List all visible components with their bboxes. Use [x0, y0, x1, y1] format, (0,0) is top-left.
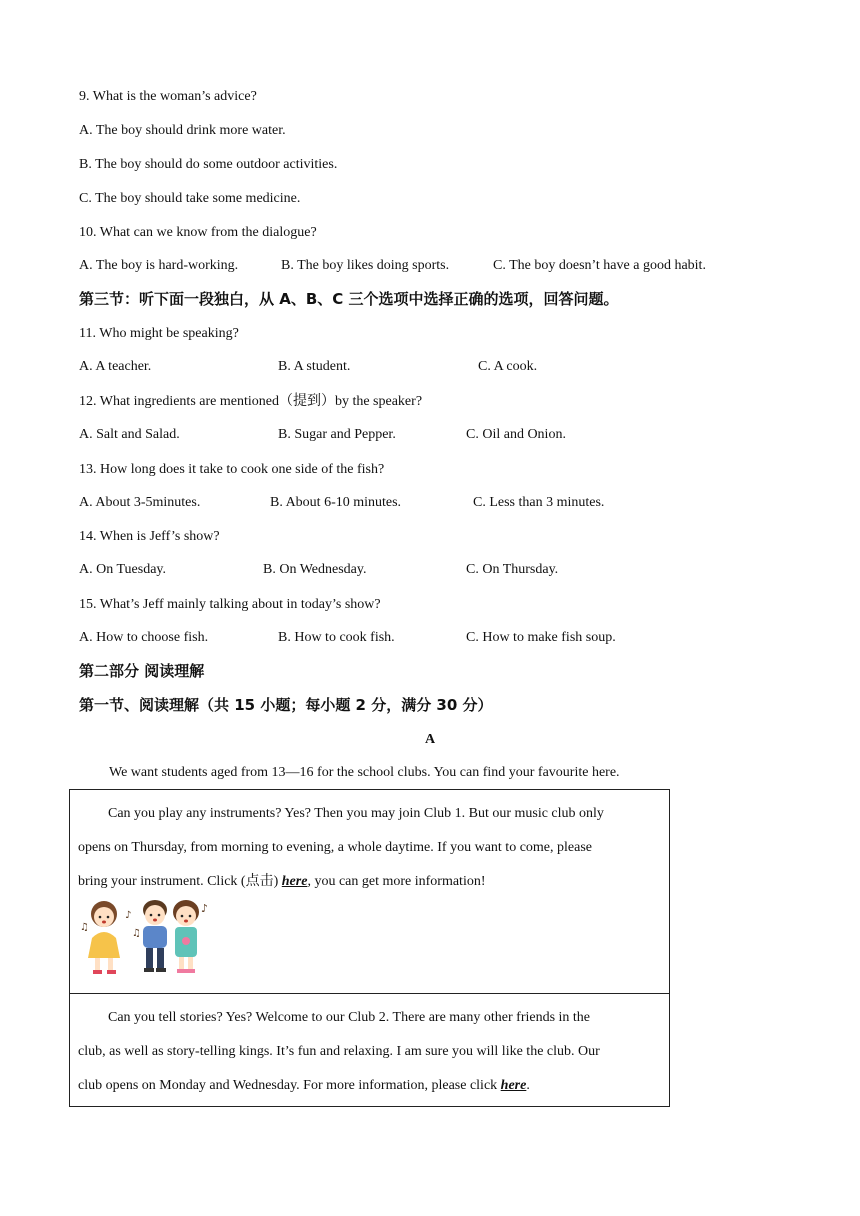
club1-line2: opens on Thursday, from morning to evening, a whole daytime. If you want to come, please: [78, 840, 592, 855]
section3-heading: 第三节：听下面一段独白，从 A、B、C 三个选项中选择正确的选项，回答问题。: [79, 290, 619, 308]
section1-heading: 第一节、阅读理解（共 15 小题；每小题 2 分，满分 30 分）: [79, 696, 493, 714]
q13-option-c: C. Less than 3 minutes.: [473, 495, 605, 510]
question-14: 14. When is Jeff’s show?: [79, 529, 220, 544]
q10-option-b: B. The boy likes doing sports.: [281, 258, 450, 273]
question-11: 11. Who might be speaking?: [79, 326, 239, 341]
q11-option-a: A. A teacher.: [79, 359, 152, 374]
q9-option-a: A. The boy should drink more water.: [79, 123, 286, 138]
svg-text:♪: ♪: [125, 910, 132, 921]
passage-letter: A: [424, 732, 436, 747]
q14-option-b: B. On Wednesday.: [263, 562, 367, 577]
q12-option-a: A. Salt and Salad.: [79, 427, 180, 442]
club2-line1: Can you tell stories? Yes? Welcome to our Club 2. There are many other friends in the: [108, 1010, 591, 1025]
club1-here-link[interactable]: here: [281, 874, 308, 889]
question-12: 12. What ingredients are mentioned（提到）by the speaker?: [79, 394, 423, 409]
club2-line3: club opens on Monday and Wednesday. For more information, please click here.: [78, 1078, 530, 1093]
svg-text:♪: ♪: [201, 902, 209, 915]
club1-line1: Can you play any instruments? Yes? Then you may join Club 1. But our music club only: [108, 806, 604, 821]
club2-here-link[interactable]: here: [500, 1078, 527, 1093]
q14-option-c: C. On Thursday.: [466, 562, 559, 577]
q15-option-a: A. How to choose fish.: [79, 630, 209, 645]
q12-option-b: B. Sugar and Pepper.: [278, 427, 396, 442]
question-9: 9. What is the woman’s advice?: [79, 89, 257, 104]
q12-option-c: C. Oil and Onion.: [466, 427, 566, 442]
q9-option-b: B. The boy should do some outdoor activities.: [79, 157, 338, 172]
question-10: 10. What can we know from the dialogue?: [79, 225, 317, 240]
question-15: 15. What’s Jeff mainly talking about in today’s show?: [79, 597, 381, 612]
q13-option-a: A. About 3-5minutes.: [79, 495, 201, 510]
q11-option-b: B. A student.: [278, 359, 351, 374]
q11-option-c: C. A cook.: [478, 359, 538, 374]
part2-heading: 第二部分 阅读理解: [79, 662, 205, 680]
q9-option-c: C. The boy should take some medicine.: [79, 191, 301, 206]
svg-text:♫: ♫: [132, 928, 141, 939]
club2-line2: club, as well as story-telling kings. It’s fun and relaxing. I am sure you will like the club. Our: [78, 1044, 600, 1059]
club1-line3: bring your instrument. Click (点击) here, you can get more information!: [78, 874, 486, 889]
q14-option-a: A. On Tuesday.: [79, 562, 166, 577]
q15-option-c: C. How to make fish soup.: [466, 630, 616, 645]
singing-children-icon: [80, 896, 212, 985]
club1-box: [69, 789, 670, 994]
question-13: 13. How long does it take to cook one side of the fish?: [79, 462, 385, 477]
svg-text:♫: ♫: [80, 922, 89, 933]
q15-option-b: B. How to cook fish.: [278, 630, 395, 645]
q13-option-b: B. About 6-10 minutes.: [270, 495, 402, 510]
q10-option-a: A. The boy is hard-working.: [79, 258, 239, 273]
club2-box: [69, 993, 670, 1107]
passage-intro: We want students aged from 13—16 for the school clubs. You can find your favourite here.: [109, 765, 620, 780]
q10-option-c: C. The boy doesn’t have a good habit.: [493, 258, 706, 273]
